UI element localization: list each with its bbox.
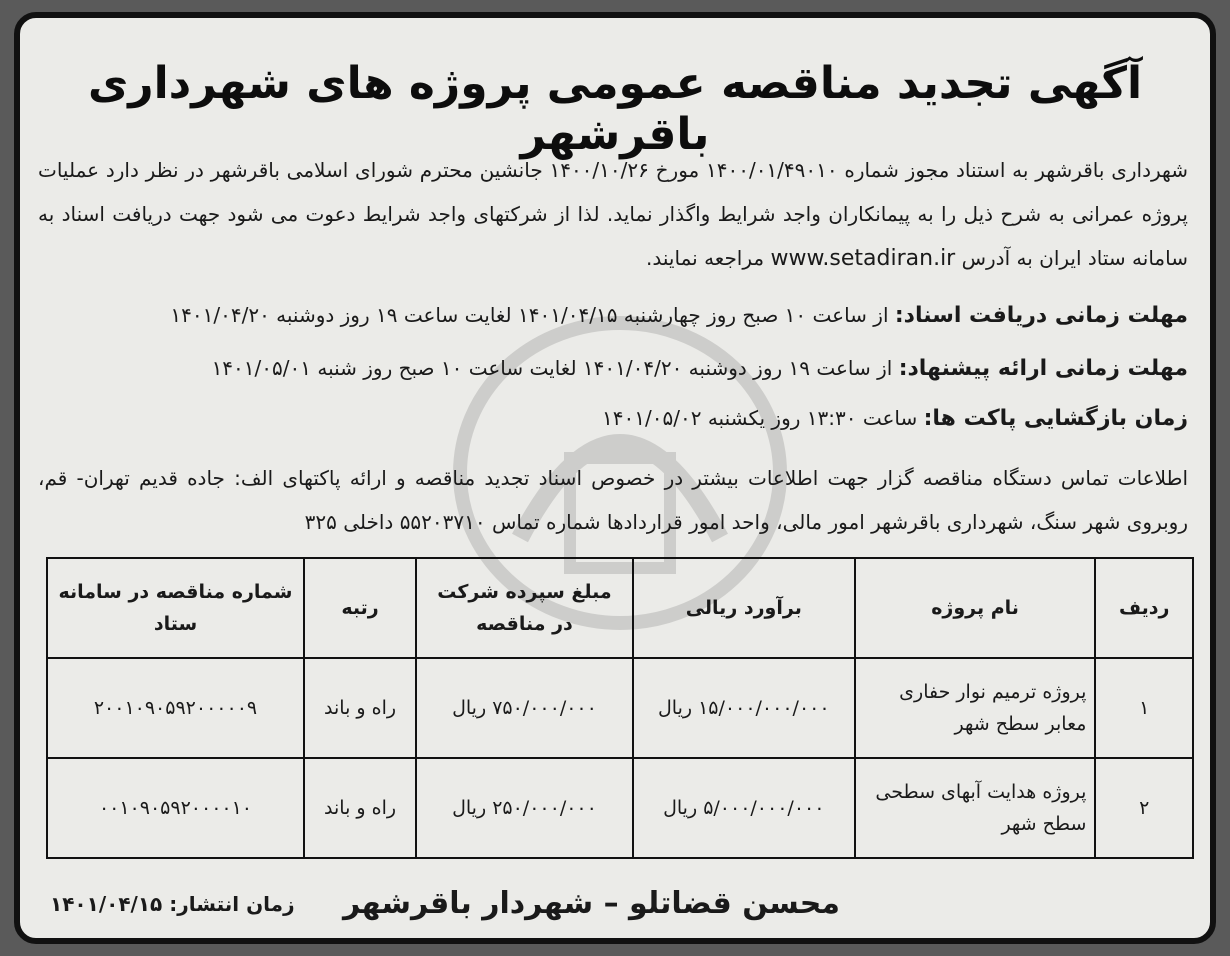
publish-value: ۱۴۰۱/۰۴/۱۵ <box>50 892 163 916</box>
header-rank: رتبه <box>304 558 416 658</box>
header-deposit: مبلغ سپرده شرکت در مناقصه <box>416 558 633 658</box>
cell-number: ۲۰۰۱۰۹۰۵۹۲۰۰۰۰۰۹ <box>47 658 304 758</box>
cell-estimate: ۱۵/۰۰۰/۰۰۰/۰۰۰ ریال <box>633 658 855 758</box>
deadline-value: از ساعت ۱۰ صبح روز چهارشنبه ۱۴۰۱/۰۴/۱۵ لغایت ساعت ۱۹ روز دوشنبه ۱۴۰۱/۰۴/۲۰ <box>170 303 889 327</box>
cell-index: ۲ <box>1095 758 1193 858</box>
cell-index: ۱ <box>1095 658 1193 758</box>
intro-text-end: مراجعه نمایند. <box>646 246 765 270</box>
cell-rank: راه و باند <box>304 658 416 758</box>
deadline-proposal <box>38 356 1188 381</box>
table-row <box>47 658 1193 758</box>
header-number: شماره مناقصه در سامانه ستاد <box>47 558 304 658</box>
intro-paragraph <box>38 148 1188 281</box>
deadline-documents <box>38 303 1188 328</box>
cell-name: پروژه ترمیم نوار حفاری معابر سطح شهر <box>855 658 1096 758</box>
page-title: آگهی تجدید مناقصه عمومی پروژه های شهرداری باقرشهر <box>87 58 1143 160</box>
cell-deposit: ۲۵۰/۰۰۰/۰۰۰ ریال <box>416 758 633 858</box>
mayor-signature: محسن قضاتلو – شهردار باقرشهر <box>342 886 840 921</box>
notice-page <box>14 12 1216 944</box>
deadline-label: مهلت زمانی ارائه پیشنهاد: <box>898 356 1188 381</box>
publish-label: زمان انتشار: <box>169 892 295 916</box>
publish-date <box>50 892 295 916</box>
deadline-value: از ساعت ۱۹ روز دوشنبه ۱۴۰۱/۰۴/۲۰ لغایت ساعت ۱۰ صبح روز شنبه ۱۴۰۱/۰۵/۰۱ <box>211 356 893 380</box>
intro-text: شهرداری باقرشهر به استناد مجوز شماره ۱۴۰۰/۰۱/۴۹۰۱۰ مورخ ۱۴۰۰/۱۰/۲۶ جانشین محترم شورای اسلامی باقرشهر در نظر دارد عملیات پروژه عمرانی به شرح ذیل را به پیمانکاران واجد شرایط واگذار نماید. لذا از شرکتهای واجد شرایط دعوت می شود جهت دریافت اسناد به سامانه ستاد ایران به آدرس <box>38 158 1188 270</box>
header-estimate: برآورد ریالی <box>633 558 855 658</box>
header-name: نام پروژه <box>855 558 1096 658</box>
cell-name: پروژه هدایت آبهای سطحی سطح شهر <box>855 758 1096 858</box>
tender-table <box>46 557 1194 859</box>
setad-url-link[interactable]: www.setadiran.ir <box>770 246 956 271</box>
header-index: ردیف <box>1095 558 1193 658</box>
cell-deposit: ۷۵۰/۰۰۰/۰۰۰ ریال <box>416 658 633 758</box>
deadline-opening <box>38 406 1188 431</box>
deadline-value: ساعت ۱۳:۳۰ روز یکشنبه ۱۴۰۱/۰۵/۰۲ <box>602 406 918 430</box>
table-row <box>47 758 1193 858</box>
deadline-label: مهلت زمانی دریافت اسناد: <box>894 303 1188 328</box>
table-header-row <box>47 558 1193 658</box>
cell-rank: راه و باند <box>304 758 416 858</box>
cell-estimate: ۵/۰۰۰/۰۰۰/۰۰۰ ریال <box>633 758 855 858</box>
deadline-label: زمان بازگشایی پاکت ها: <box>923 406 1188 431</box>
contact-paragraph: اطلاعات تماس دستگاه مناقصه گزار جهت اطلاعات بیشتر در خصوص اسناد تجدید مناقصه و ارائه پاکتهای الف: جاده قدیم تهران- قم، روبروی شهر سنگ، شهرداری باقرشهر امور مالی، واحد امور قراردادها شماره تماس ۵۵۲۰۳۷۱۰ داخلی ۳۲۵ <box>38 466 1188 534</box>
cell-number: ۰۰۱۰۹۰۵۹۲۰۰۰۰۱۰ <box>47 758 304 858</box>
